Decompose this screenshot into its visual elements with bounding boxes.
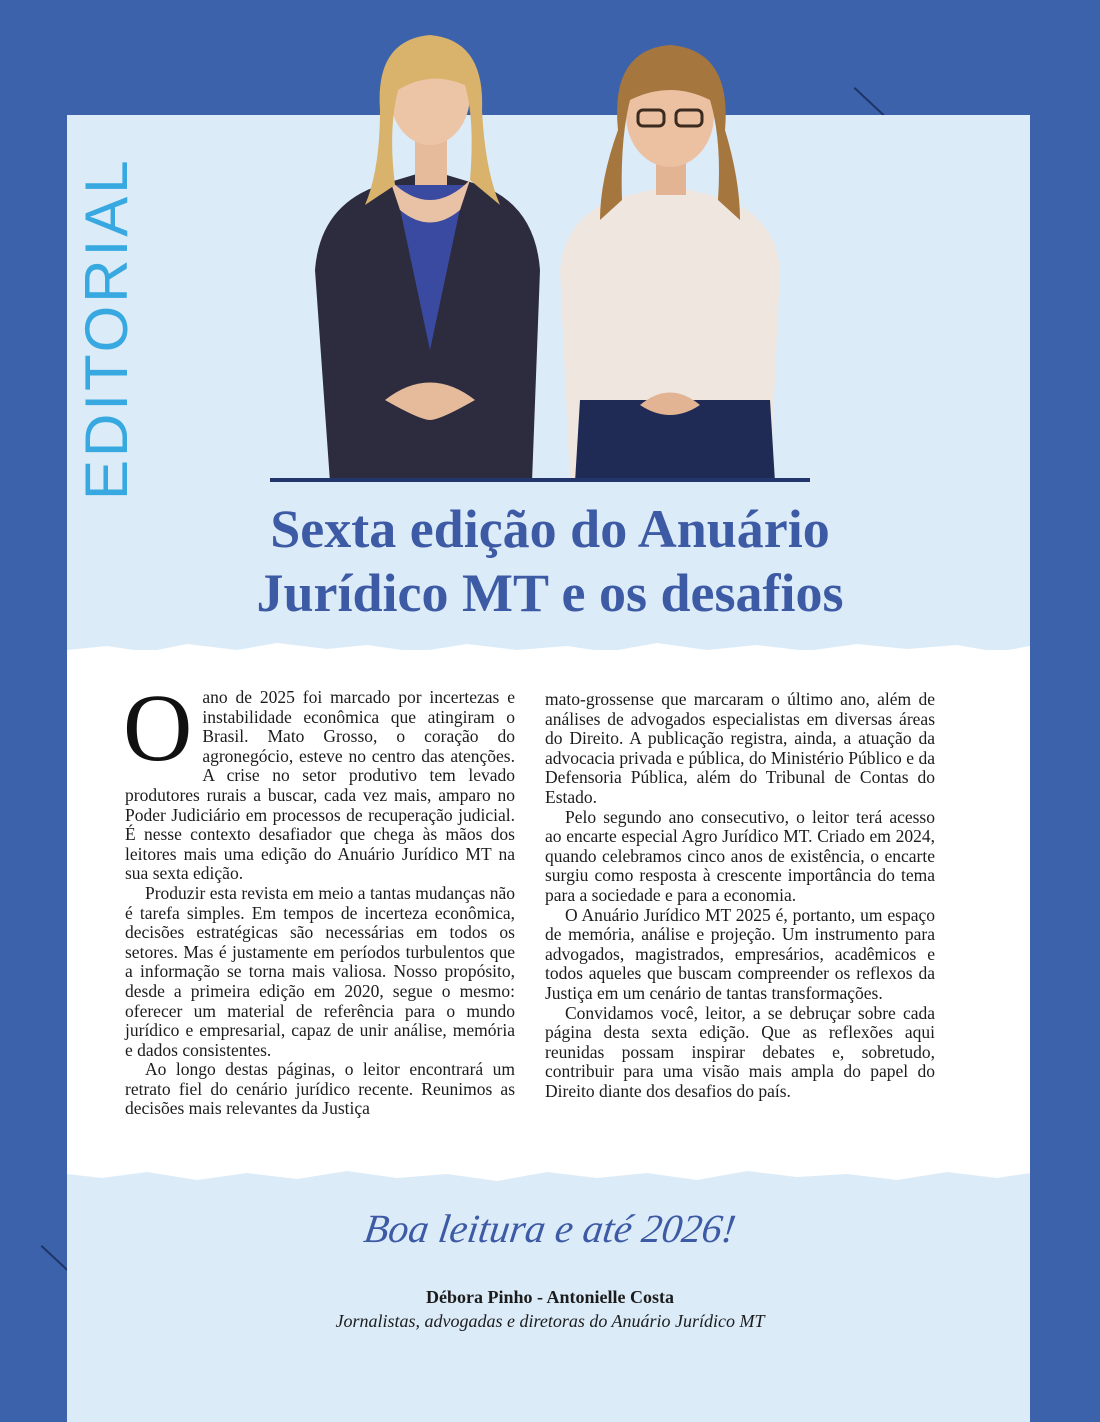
article-column-1 — [123, 674, 515, 1119]
signoff: Boa leitura e até 2026! — [361, 1206, 739, 1251]
article-paragraph: Pelo segundo ano consecutivo, o leitor terá acesso ao encarte especial Agro Jurídico MT. Criado em 2024, quando celebramos cinco anos de existência, o encarte surgiu como resposta à crescente importância do tema para a sociedade e para a economia. — [545, 806, 935, 905]
headline — [100, 497, 1000, 625]
section-label: EDITORIAL — [73, 157, 140, 500]
authors-photo — [270, 20, 810, 482]
author-roles: Jornalistas, advogadas e diretoras do Anuário Jurídico MT — [335, 1311, 765, 1331]
article-paragraph: Oano de 2025 foi marcado por incertezas e instabilidade econômica que atingiram o Brasil. Mato Grosso, o coração do agronegócio, esteve no centro das atenções. A crise no setor produtivo tem levado produtores rurais a buscar, cada vez mais, amparo no Poder Judiciário em processos de recuperação judicial. É nesse contexto desafiador que chega às mãos dos leitores mais uma edição do Anuário Jurídico MT na sua sexta edição. — [123, 674, 515, 884]
torn-edge-bottom — [67, 1162, 1030, 1184]
torn-edge-top — [67, 640, 1030, 662]
author-names: Débora Pinho - Antonielle Costa — [425, 1287, 674, 1307]
article-column-2 — [545, 690, 935, 1101]
headline-line-1: Sexta edição do Anuário — [270, 499, 830, 559]
person-right-figure — [560, 45, 780, 482]
article-paragraph: Convidamos você, leitor, a se debruçar sobre cada página desta sexta edição. Que as reflexões aqui reunidas possam inspirar debates e, sobretudo, contribuir para uma visão mais ampla do papel do Direito diante dos desafios do país. — [545, 1002, 935, 1101]
person-left-figure — [315, 35, 540, 482]
article-paragraph: O Anuário Jurídico MT 2025 é, portanto, um espaço de memória, análise e projeção. Um instrumento para advogados, magistrados, empresários, acadêmicos e todos aqueles que buscam compreender os reflexos da Justiça em um cenário de tantas transformações. — [545, 904, 935, 1003]
article-paragraph: Ao longo destas páginas, o leitor encontrará um retrato fiel do cenário jurídico recente. Reunimos as decisões mais relevantes da Justiça — [125, 1059, 515, 1119]
drop-cap: O — [123, 674, 193, 781]
headline-line-2: Jurídico MT e os desafios — [256, 563, 844, 623]
article-paragraph: mato-grossense que marcaram o último ano, além de análises de advogados especialistas em diversas áreas do Direito. A publicação registra, ainda, a atuação da advocacia privada e pública, do Ministério Público e da Defensoria Pública, além do Tribunal de Contas do Estado. — [545, 689, 935, 807]
article-paragraph: Produzir esta revista em meio a tantas mudanças não é tarefa simples. Em tempos de incerteza econômica, decisões estratégicas são necessárias em todos os setores. Mas é justamente em períodos turbulentos que a informação se torna mais valiosa. Nosso propósito, desde a primeira edição em 2020, segue o mesmo: oferecer um material de referência para o mundo jurídico e empresarial, capaz de unir análise, memória e dados consistentes. — [125, 882, 515, 1060]
